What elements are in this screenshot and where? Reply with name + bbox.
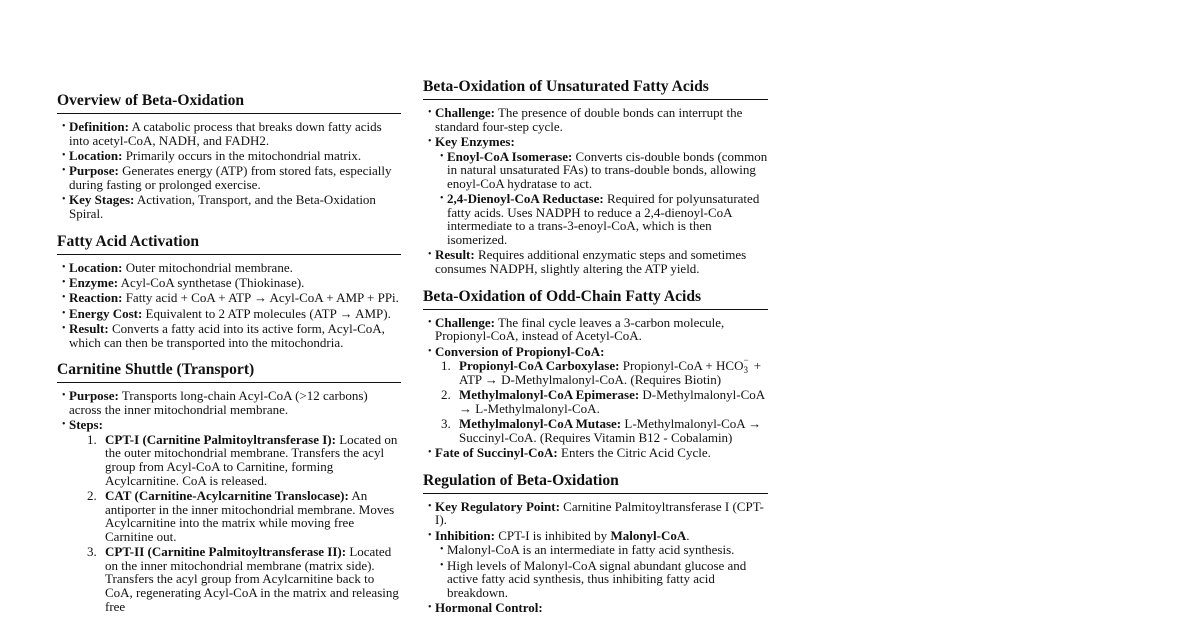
step-text: Located on the outer mitochondrial membrane. Transfers the acyl group from Acyl-CoA to Carnitine, forming Acylcarnitine. CoA is released. xyxy=(105,431,398,488)
item-label: Location: xyxy=(69,147,123,163)
list-item xyxy=(423,106,768,133)
right-column xyxy=(423,0,768,626)
subscript: 3 xyxy=(743,365,748,376)
item-text: Transports long-chain Acyl-CoA (>12 carbons) across the inner mitochondrial membrane. xyxy=(69,388,368,417)
step-number: 2. xyxy=(441,387,451,403)
step-item xyxy=(69,433,401,487)
step-item xyxy=(423,388,768,415)
item-label: Location: xyxy=(69,259,123,275)
item-label: Fate of Succinyl-CoA: xyxy=(435,445,558,461)
item-strong: Malonyl-CoA xyxy=(610,527,687,543)
item-label: Challenge: xyxy=(435,314,495,330)
step-label: CAT (Carnitine-Acylcarnitine Translocase): xyxy=(105,488,349,504)
carnitine-shuttle-section xyxy=(57,361,401,613)
list-item xyxy=(57,261,401,275)
item-label: Purpose: xyxy=(69,163,119,179)
step-label: Methylmalonyl-CoA Epimerase: xyxy=(459,387,640,403)
step-label: CPT-II (Carnitine Palmitoyltransferase II): xyxy=(105,544,347,560)
list-item xyxy=(57,120,401,147)
item-text: The presence of double bonds can interrupt the standard four-step cycle. xyxy=(435,105,743,134)
list-item xyxy=(57,418,401,613)
item-label: Challenge: xyxy=(435,105,495,120)
activation-list xyxy=(57,261,401,350)
item-label: Reaction: xyxy=(69,290,123,306)
enzyme-list xyxy=(435,150,768,247)
section-title: Fatty Acid Activation xyxy=(57,233,401,255)
overview-list xyxy=(57,120,401,221)
list-item xyxy=(435,192,768,246)
step-item xyxy=(423,355,768,387)
list-item xyxy=(423,601,768,615)
overview-section xyxy=(57,92,401,221)
list-item xyxy=(57,291,401,305)
item-label: Enzyme: xyxy=(69,274,119,290)
step-item xyxy=(423,417,768,444)
unsaturated-section xyxy=(423,78,768,276)
section-title: Carnitine Shuttle (Transport) xyxy=(57,361,401,383)
activation-section xyxy=(57,233,401,350)
step-number: 3. xyxy=(87,544,97,560)
item-label: Key Stages: xyxy=(69,192,135,208)
list-item xyxy=(57,193,401,220)
section-title: Regulation of Beta-Oxidation xyxy=(423,472,768,494)
list-item xyxy=(57,307,401,321)
item-text: High levels of Malonyl-CoA signal abundant glucose and active fatty acid synthesis, thus inhibiting fatty acid breakdown. xyxy=(447,557,747,600)
item-label: Energy Cost: xyxy=(69,305,143,321)
item-label: Result: xyxy=(69,321,109,337)
list-item xyxy=(423,529,768,600)
list-item xyxy=(57,322,401,349)
list-item xyxy=(423,446,768,460)
item-text: The final cycle leaves a 3-carbon molecule, Propionyl-CoA, instead of Acetyl-CoA. xyxy=(435,314,725,344)
unsaturated-list xyxy=(423,106,768,276)
section-title: Beta-Oxidation of Unsaturated Fatty Acids xyxy=(423,78,768,100)
item-text: Converts cis-double bonds (common in natural unsaturated FAs) to trans-double bonds, allowing enoyl-CoA hydratase to act. xyxy=(447,148,768,191)
step-number: 1. xyxy=(87,431,97,447)
list-item xyxy=(423,135,768,247)
step-label: Propionyl-CoA Carboxylase: xyxy=(459,358,620,374)
inhibition-sub-list xyxy=(435,543,768,599)
left-column xyxy=(57,0,401,625)
item-text: Generates energy (ATP) from stored fats, especially during fasting or prolonged exercise. xyxy=(69,163,392,192)
item-label: Definition: xyxy=(69,119,129,134)
item-label: Inhibition: xyxy=(435,527,495,543)
shuttle-list xyxy=(57,389,401,613)
list-item xyxy=(435,543,768,557)
step-number: 2. xyxy=(87,488,97,504)
item-text: Acyl-CoA synthetase (Thiokinase). xyxy=(120,274,305,290)
list-item xyxy=(57,149,401,163)
odd-chain-section xyxy=(423,288,768,460)
item-label: Steps: xyxy=(69,417,103,433)
step-text: Propionyl-CoA + HCO xyxy=(622,358,744,374)
step-text: D-Methylmalonyl-CoA → L-Methylmalonyl-CoA. xyxy=(459,387,765,416)
list-item xyxy=(435,559,768,600)
section-title: Overview of Beta-Oxidation xyxy=(57,92,401,114)
step-item xyxy=(69,489,401,543)
step-text-cont: + ATP → D-Methylmalonyl-CoA. (Requires Biotin) xyxy=(459,358,762,387)
item-label: Key Enzymes: xyxy=(435,133,515,149)
list-item xyxy=(423,248,768,275)
list-item xyxy=(57,164,401,191)
step-label: CPT-I (Carnitine Palmitoyltransferase I): xyxy=(105,431,336,447)
step-number: 3. xyxy=(441,416,451,432)
step-text: L-Methylmalonyl-CoA → Succinyl-CoA. (Requires Vitamin B12 - Cobalamin) xyxy=(459,416,762,445)
item-text: CPT-I is inhibited by xyxy=(498,527,608,543)
item-label: Conversion of Propionyl-CoA: xyxy=(435,343,605,359)
step-text: An antiporter in the inner mitochondrial membrane. Moves Acylcarnitine into the matrix while moving free Carnitine out. xyxy=(105,488,395,544)
step-number: 1. xyxy=(441,358,451,374)
item-text: Enters the Citric Acid Cycle. xyxy=(561,445,711,461)
list-item xyxy=(423,345,768,445)
superscript: − xyxy=(743,355,749,366)
item-text: Primarily occurs in the mitochondrial matrix. xyxy=(125,147,362,163)
step-label: Methylmalonyl-CoA Mutase: xyxy=(459,416,622,432)
item-label: Hormonal Control: xyxy=(435,600,543,616)
list-item xyxy=(57,276,401,290)
item-label: 2,4-Dienoyl-CoA Reductase: xyxy=(447,191,604,207)
item-text: Activation, Transport, and the Beta-Oxidation Spiral. xyxy=(69,192,376,221)
item-text: Outer mitochondrial membrane. xyxy=(125,259,293,275)
item-text: Equivalent to 2 ATP molecules (ATP → AMP). xyxy=(145,305,391,321)
list-item xyxy=(423,500,768,527)
step-item xyxy=(69,545,401,613)
item-label: Key Regulatory Point: xyxy=(435,498,560,514)
item-text: Fatty acid + CoA + ATP → Acyl-CoA + AMP + PPi. xyxy=(125,290,399,306)
item-end: . xyxy=(686,527,690,543)
item-text: Carnitine Palmitoyltransferase I (CPT-I). xyxy=(435,498,764,528)
list-item xyxy=(57,389,401,416)
item-text: Converts a fatty acid into its active form, Acyl-CoA, which can then be transported into the mitochondria. xyxy=(69,321,385,350)
odd-chain-list xyxy=(423,316,768,460)
regulation-section xyxy=(423,472,768,615)
list-item xyxy=(423,316,768,343)
section-title: Beta-Oxidation of Odd-Chain Fatty Acids xyxy=(423,288,768,310)
regulation-list xyxy=(423,500,768,615)
shuttle-steps xyxy=(69,433,401,613)
item-label: Result: xyxy=(435,247,475,263)
item-label: Enoyl-CoA Isomerase: xyxy=(447,148,573,164)
item-text: Required for polyunsaturated fatty acids. Uses NADPH to reduce a 2,4-dienoyl-CoA intermediate to a trans-3-enoyl-CoA, which is then isomerized. xyxy=(447,191,760,247)
item-text: Malonyl-CoA is an intermediate in fatty acid synthesis. xyxy=(447,542,735,558)
item-label: Purpose: xyxy=(69,388,119,404)
conversion-steps xyxy=(423,355,768,445)
step-text: Located on the inner mitochondrial membrane (matrix side). Transfers the acyl group from Acylcarnitine back to CoA, regenerating Acyl-CoA in the matrix and releasing free xyxy=(105,544,399,614)
item-text: Requires additional enzymatic steps and sometimes consumes NADPH, slightly altering the ATP yield. xyxy=(435,247,747,276)
item-text: A catabolic process that breaks down fatty acids into acetyl-CoA, NADH, and FADH2. xyxy=(69,119,382,148)
list-item xyxy=(435,150,768,191)
